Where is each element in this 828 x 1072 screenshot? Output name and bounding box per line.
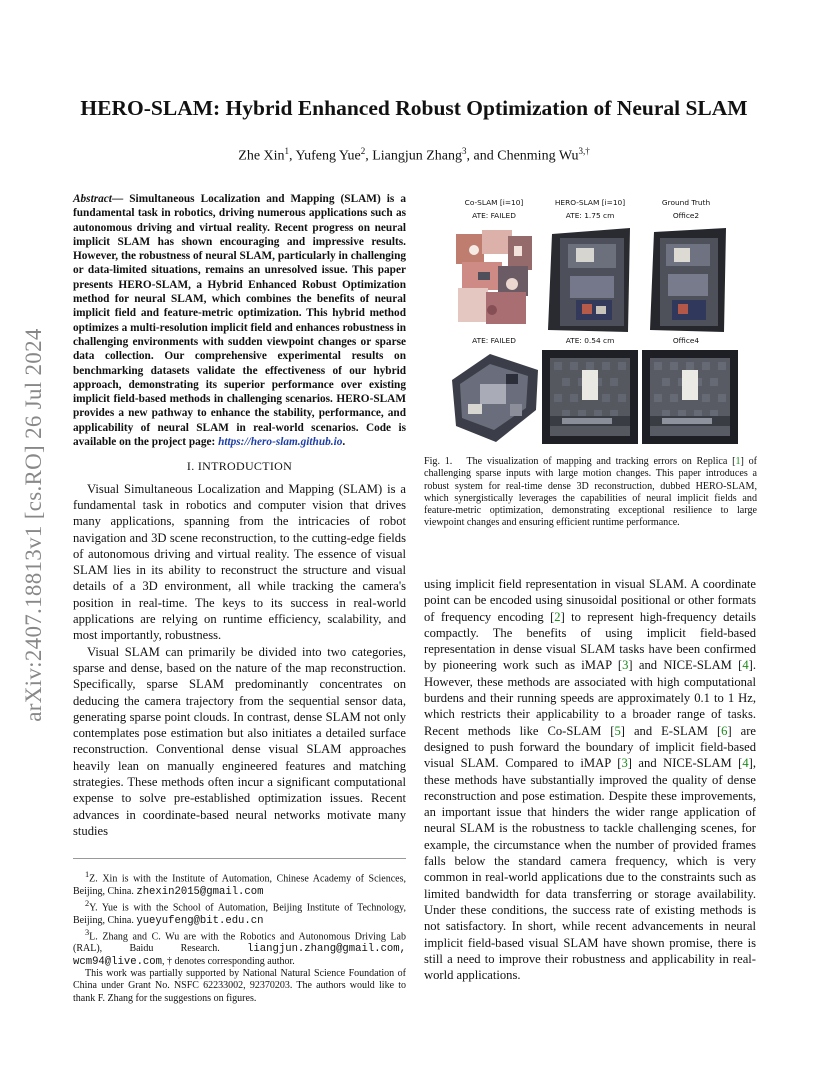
- arxiv-stamp: [14, 290, 54, 760]
- citation-link[interactable]: 3: [622, 658, 629, 673]
- figure-col-title: Co-SLAM [i=10]: [464, 198, 524, 207]
- footnote-2: $^2$Y. Yue is with the School of Automation, Beijing Institute of Technology, Beijing, China. yueyufeng@bit.edu.cn: [73, 898, 406, 927]
- abstract-body: — Simultaneous Localization and Mapping (SLAM) is a fundamental task in robotics, driving numerous applications such as autonomous driving and virtual reality. Recent progress on neural implicit SLAM has shown encouraging and impressive results. However, the robustness of neural SLAM, particularly in challenging or data-limited situations, remains an unresolved issue. This paper presents HERO-SLAM, a Hybrid Enhanced Robust Optimization method for neural SLAM, which combines the benefits of neural implicit field and feature-metric optimization. This hybrid method optimizes a multi-resolution implicit field and enhances robustness in challenging environments with sudden viewpoint changes or sparse data collection. Our comprehensive experimental results on benchmarking datasets validate the effectiveness of our hybrid approach, demonstrating its superior performance over existing implicit field-based methods in challenging scenarios. HERO-SLAM provides a new pathway to enhance the stability, performance, and applicability of neural SLAM in real-world scenarios. Code is available on the project page:: [73, 193, 406, 449]
- figure-col-label: ATE: FAILED: [472, 211, 516, 220]
- right-paragraph: [424, 576, 756, 983]
- figure-row2-label: ATE: 0.54 cm: [565, 336, 615, 345]
- heroslam-office4-render: [542, 350, 638, 444]
- body-text: ] and NICE-SLAM [: [628, 658, 743, 673]
- author-name: Zhe Xin: [238, 148, 285, 164]
- body-text: ], these methods have substantially improved the quality of dense reconstruction and pose estimation. Despite these improvements, an important issue that hinders the wider range application of neural SLAM is the robustness to tackle challenging scenes, for example, the circumstance when the number of provided frames falls below the standard camera frequency, which is very common in real-world applications due to the constraints such as limited bandwidth for data transferring or storage availability. Under these conditions, the success rate of existing methods is not satisfactory. In short, while recent advancements in neural implicit field-based visual SLAM have shown promise, there is still a need to improve their robustness and applicability in real-world applications.: [424, 756, 756, 983]
- footnote-1: $^1$Z. Xin is with the Institute of Automation, Chinese Academy of Sciences, Beijing, China. zhexin2015@gmail.com: [73, 870, 406, 898]
- heroslam-office2-render: [546, 226, 634, 334]
- figure-row2-label: ATE: FAILED: [472, 336, 516, 345]
- abstract-label: Abstract: [73, 193, 112, 205]
- footnote-text: L. Zhang and C. Wu are with the Robotics and Autonomous Driving Lab (RAL), Baidu Research.: [73, 931, 406, 955]
- citation-link[interactable]: 4: [742, 658, 749, 673]
- body-text: ]. However, these methods are associated with high computational burdens and their running speeds are approximately 0.1 to 1 Hz, which restricts their applicability to a broader range of tasks. Recent methods like Co-SLAM [: [424, 658, 756, 738]
- caption-text: ] of challenging sparse inputs with large motion changes. This paper introduces a robust system for real-time dense 3D reconstruction, dubbed HERO-SLAM, which synergistically leverages the capabilities of neural implicit fields and feature-metric optimization, demonstrating exceptional resilience to large viewpoint changes and ensuring efficient runtime performance.: [424, 456, 757, 529]
- footnote-text: Y. Yue is with the School of Automation, Beijing Institute of Technology, Beijing, China.: [73, 902, 406, 926]
- abstract: [73, 192, 406, 449]
- citation-link[interactable]: 6: [721, 723, 728, 738]
- body-text: ] to represent high-frequency details compactly. The benefits of using implicit field-based representation in dense visual SLAM tasks have been confirmed by pioneering work such as iMAP [: [424, 609, 756, 673]
- figure-col-label: Office2: [672, 211, 700, 220]
- figure-col-header: [446, 196, 542, 222]
- footnote-3: $^3$L. Zhang and C. Wu are with the Robotics and Autonomous Driving Lab (RAL), Baidu Research. liangjun.zhang@gmail.com, wcm94@live.com, † denotes corresponding author.: [73, 927, 406, 968]
- intro-paragraph: Visual SLAM can primarily be divided into two categories, sparse and dense, based on the nature of the map reconstruction. Specifically, sparse SLAM predominantly concentrates on deducing the camera trajectory from the sequential sensor data, generating sparse point clouds. In contrast, dense SLAM not only contemplates pose estimation but also initiates a detailed surface reconstruction. Conventional dense visual SLAM approaches heavily lean on manually engineered features and matching strategies. These methods often incur a significant computational expense to solve pre-established optimization issues. Recent advances in coordinate-based neural networks motivate many studies: [73, 644, 406, 838]
- figure-col-title: Ground Truth: [661, 198, 711, 207]
- cosslam-office2-render: [452, 226, 538, 334]
- footnote-email: yueyufeng@bit.edu.cn: [136, 914, 264, 927]
- caption-citation[interactable]: 1: [735, 456, 741, 467]
- body-text: using implicit field representation in visual SLAM. A coordinate point can be encoded using sinusoidal positional or other formats of frequency encoding [: [424, 577, 756, 624]
- author-name: Liangjun Zhang: [372, 148, 463, 164]
- footnotes: [73, 858, 406, 1005]
- arxiv-stamp-text: arXiv:2407.18813v1 [cs.RO] 26 Jul 2024: [21, 328, 46, 722]
- groundtruth-office4-render: [642, 350, 738, 444]
- body-text: ] are designed to push forward the boundary of implicit field-based visual SLAM. Compared to iMAP [: [424, 723, 756, 771]
- footnote-email: liangjun.zhang@gmail.com, wcm94@live.com: [73, 943, 406, 968]
- intro-paragraph: Visual Simultaneous Localization and Mapping (SLAM) is a fundamental task in robotics and computer vision that drives many applications, spanning from the intricacies of robot navigation and 3D scene reconstruction, to the cutting-edge fields of autonomous driving and virtual reality. The essence of visual SLAM lies in its ability to reconstruct the structure and visual details of a 3D environment, all while tracking the camera's position in real-time. The keys to its success in real-world applications are relying on runtime efficiency, scalability, and most importantly, robustness.: [73, 481, 406, 643]
- section-title: I. INTRODUCTION: [186, 459, 293, 474]
- abstract-end: .: [342, 436, 346, 449]
- paper-title: HERO-SLAM: Hybrid Enhanced Robust Optimization of Neural SLAM: [80, 96, 748, 120]
- groundtruth-office2-render: [646, 226, 728, 334]
- body-text: ] and E-SLAM [: [620, 723, 722, 738]
- author-affiliation: 2: [360, 146, 366, 156]
- footnote-text: Z. Xin is with the Institute of Automation, Chinese Academy of Sciences, Beijing, China.: [73, 873, 406, 897]
- author-affiliation: 3: [462, 146, 467, 156]
- figure-col-header: [638, 196, 734, 222]
- figure-col-label: ATE: 1.75 cm: [565, 211, 615, 220]
- figure-col-title: HERO-SLAM [i=10]: [554, 198, 626, 207]
- author-affiliation: 1: [284, 146, 290, 156]
- citation-link[interactable]: 2: [554, 609, 561, 624]
- footnote-text: , † denotes corresponding author.: [162, 955, 295, 967]
- author-name: Yufeng Yue: [295, 148, 361, 164]
- left-column: [73, 192, 406, 839]
- cosslam-office4-render: [450, 350, 540, 444]
- author-name: Chenming Wu: [497, 148, 579, 164]
- body-text: ] and NICE-SLAM [: [627, 756, 743, 771]
- figure-caption: [424, 456, 757, 530]
- right-column: [424, 576, 756, 983]
- funding-note: This work was partially supported by National Natural Science Foundation of China under Grant No. NSFC 62233002, 92370203. The authors would like to thank F. Zhang for the suggestions on figures.: [73, 968, 406, 1004]
- caption-text: The visualization of mapping and tracking errors on Replica [: [466, 456, 736, 467]
- citation-link[interactable]: 5: [614, 723, 621, 738]
- citation-link[interactable]: 4: [742, 756, 749, 771]
- author-affiliation: 3,†: [578, 146, 590, 156]
- caption-label: Fig. 1.: [424, 456, 453, 467]
- footnote-email: zhexin2015@gmail.com: [136, 885, 264, 898]
- project-link[interactable]: https://hero-slam.github.io: [218, 436, 343, 449]
- figure-col-header: [542, 196, 638, 222]
- figure-row2-label: Office4: [672, 336, 700, 345]
- figure-1: [446, 196, 746, 446]
- author-list: Zhe Xin$^1$, Yufeng Yue$^2$, Liangjun Zhang$^3$, and Chenming $Wu^{3,\dagger}$: [238, 146, 590, 164]
- citation-link[interactable]: 3: [621, 756, 628, 771]
